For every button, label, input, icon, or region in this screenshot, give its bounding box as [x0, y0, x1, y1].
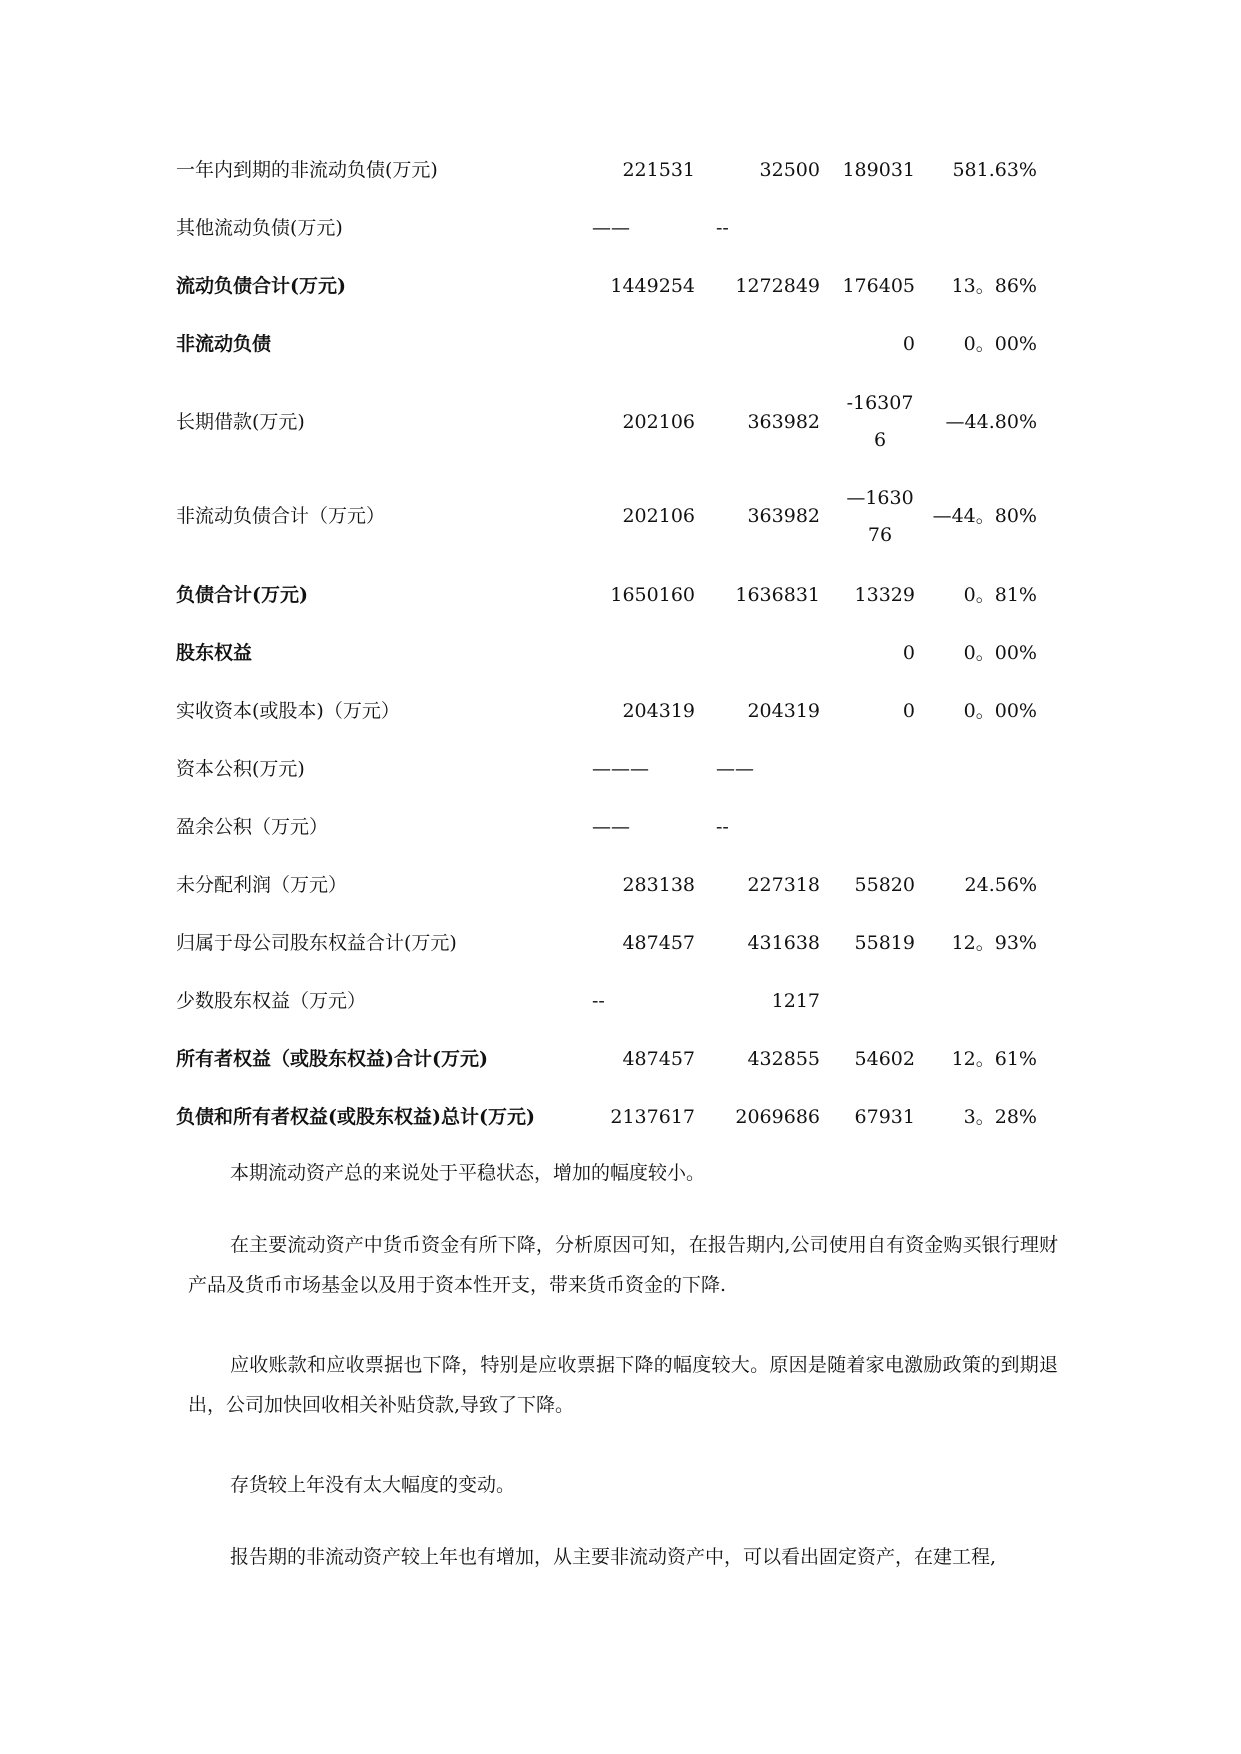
row-label: 负债和所有者权益(或股东权益)总计(万元): [176, 1106, 535, 1128]
value-change: 67931: [854, 1106, 915, 1128]
value-previous: 1272849: [735, 275, 820, 297]
value-current: 487457: [622, 1048, 695, 1070]
value-previous: 1636831: [735, 584, 820, 606]
value-change: 0: [902, 333, 915, 355]
row-label: 少数股东权益（万元）: [176, 990, 367, 1012]
value-change-line2: 76: [867, 524, 893, 546]
value-percent: 0。00%: [963, 700, 1037, 722]
value-change-line1: -16307: [846, 392, 914, 414]
value-current: 221531: [622, 159, 695, 181]
value-previous: --: [716, 217, 729, 239]
value-change: 55819: [854, 932, 915, 954]
value-current: 1449254: [610, 275, 695, 297]
value-current: ——: [592, 816, 630, 838]
value-previous: --: [716, 816, 729, 838]
value-previous: 227318: [747, 874, 820, 896]
value-change: 54602: [854, 1048, 915, 1070]
value-previous: 431638: [747, 932, 820, 954]
value-percent: —44.80%: [945, 411, 1037, 433]
row-label: 归属于母公司股东权益合计(万元): [176, 932, 457, 954]
value-previous: 1217: [771, 990, 820, 1012]
value-current: --: [592, 990, 605, 1012]
value-change: 189031: [842, 159, 915, 181]
row-label: 资本公积(万元): [176, 758, 305, 780]
row-label: 其他流动负债(万元): [176, 217, 343, 239]
body-paragraph: 存货较上年没有太大幅度的变动。: [230, 1474, 516, 1496]
row-label: 非流动负债: [176, 333, 272, 355]
value-change-line1: —1630: [846, 487, 914, 509]
row-label: 未分配利润（万元）: [176, 874, 348, 896]
row-label: 所有者权益（或股东权益)合计(万元): [176, 1048, 488, 1070]
row-label: 长期借款(万元): [176, 411, 305, 433]
value-current: 283138: [622, 874, 695, 896]
value-percent: 12。61%: [951, 1048, 1037, 1070]
row-label: 一年内到期的非流动负债(万元): [176, 159, 438, 181]
value-percent: —44。80%: [932, 505, 1037, 527]
row-label: 盈余公积（万元）: [176, 816, 329, 838]
value-previous: 204319: [747, 700, 820, 722]
row-label: 非流动负债合计（万元）: [176, 505, 386, 527]
value-current: 2137617: [610, 1106, 695, 1128]
value-percent: 0。00%: [963, 333, 1037, 355]
value-change: 0: [902, 642, 915, 664]
value-change: 55820: [854, 874, 915, 896]
row-label: 负债合计(万元): [176, 584, 308, 606]
value-current: ———: [592, 758, 649, 780]
value-percent: 581.63%: [952, 159, 1037, 181]
value-current: ——: [592, 217, 630, 239]
value-previous: 363982: [747, 505, 820, 527]
value-percent: 13。86%: [951, 275, 1037, 297]
value-previous: ——: [716, 758, 754, 780]
row-label: 股东权益: [176, 642, 253, 664]
value-change: 13329: [854, 584, 915, 606]
value-previous: 363982: [747, 411, 820, 433]
value-percent: 3。28%: [963, 1106, 1037, 1128]
value-current: 204319: [622, 700, 695, 722]
value-change: 0: [902, 700, 915, 722]
body-paragraph: 报告期的非流动资产较上年也有增加，从主要非流动资产中，可以看出固定资产，在建工程,: [230, 1546, 997, 1568]
value-change-line2: 6: [873, 429, 887, 451]
value-percent: 0。00%: [963, 642, 1037, 664]
row-label: 实收资本(或股本)（万元）: [176, 700, 400, 722]
row-label: 流动负债合计(万元): [176, 275, 346, 297]
value-previous: 32500: [759, 159, 820, 181]
value-percent: 12。93%: [951, 932, 1037, 954]
value-current: 1650160: [610, 584, 695, 606]
value-previous: 432855: [747, 1048, 820, 1070]
body-paragraph: 本期流动资产总的来说处于平稳状态，增加的幅度较小。: [230, 1162, 706, 1184]
body-paragraph: 应收账款和应收票据也下降，特别是应收票据下降的幅度较大。原因是随着家电激励政策的到期退出，公司加快回收相关补贴贷款,导致了下降。: [188, 1354, 1058, 1416]
value-change: 176405: [842, 275, 915, 297]
value-percent: 0。81%: [963, 584, 1037, 606]
value-current: 487457: [622, 932, 695, 954]
body-paragraph: 在主要流动资产中货币资金有所下降，分析原因可知，在报告期内,公司使用自有资金购买银行理财产品及货币市场基金以及用于资本性开支，带来货币资金的下降.: [188, 1234, 1058, 1296]
value-previous: 2069686: [735, 1106, 820, 1128]
value-current: 202106: [622, 505, 695, 527]
value-current: 202106: [622, 411, 695, 433]
value-percent: 24.56%: [964, 874, 1037, 896]
